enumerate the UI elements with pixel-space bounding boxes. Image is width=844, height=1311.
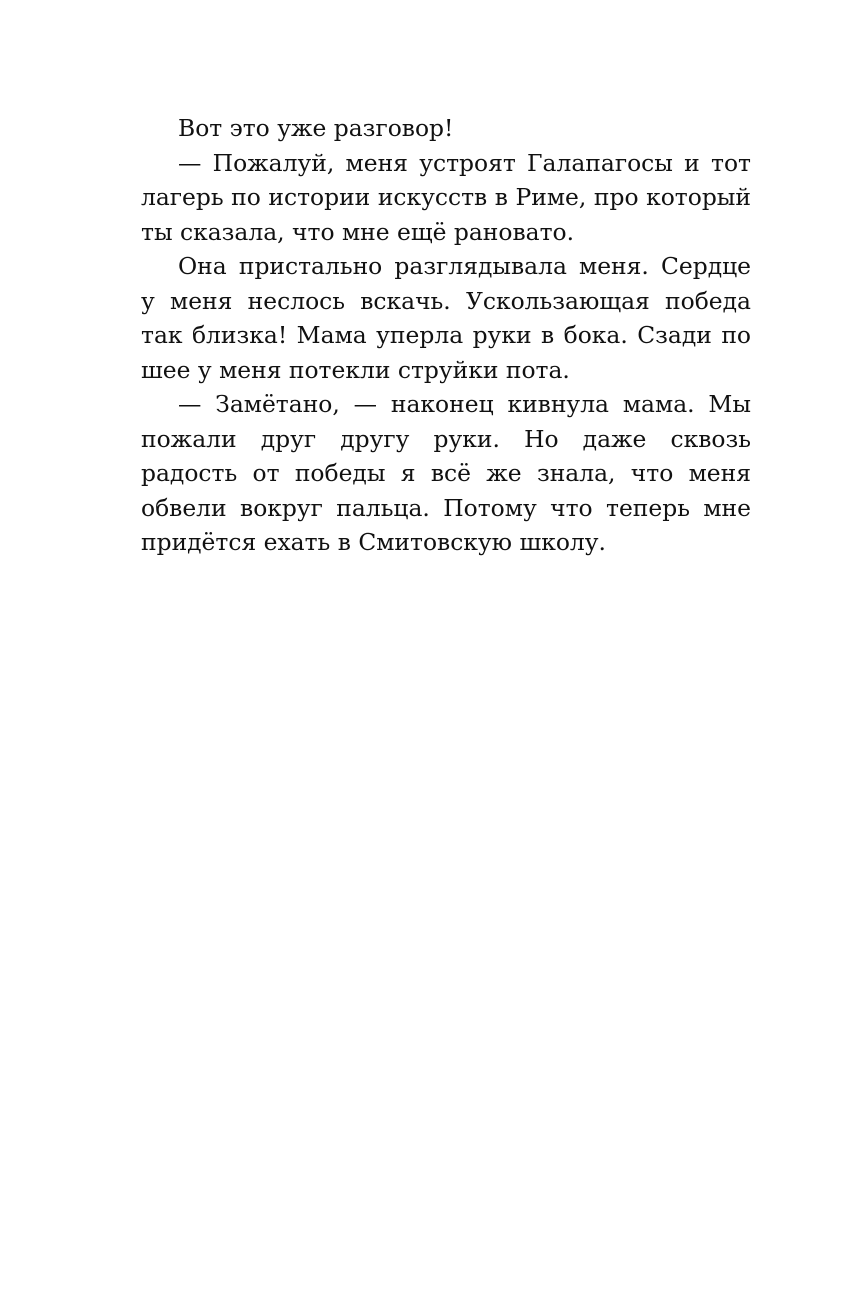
paragraph-3: Она пристально разглядывала меня. Сердце у меня неслось вскачь. Ускользающая победа так близка! Мама уперла руки в бока. Сзади по шее у меня потекли струйки пота. <box>141 252 751 384</box>
paragraph-2: — Пожалуй, меня устроят Галапагосы и тот лагерь по истории искусств в Риме, про который ты сказала, что мне ещё рановато. <box>141 148 751 246</box>
paragraph-1: Вот это уже разговор! <box>178 114 454 142</box>
body-text <box>141 111 751 560</box>
paragraph-4: — Замётано, — наконец кивнула мама. Мы пожали друг другу руки. Но даже сквозь радость от победы я всё же знала, что меня обвели вокруг пальца. Потому что теперь мне придётся ехать в Смитовскую школу. <box>141 390 751 556</box>
